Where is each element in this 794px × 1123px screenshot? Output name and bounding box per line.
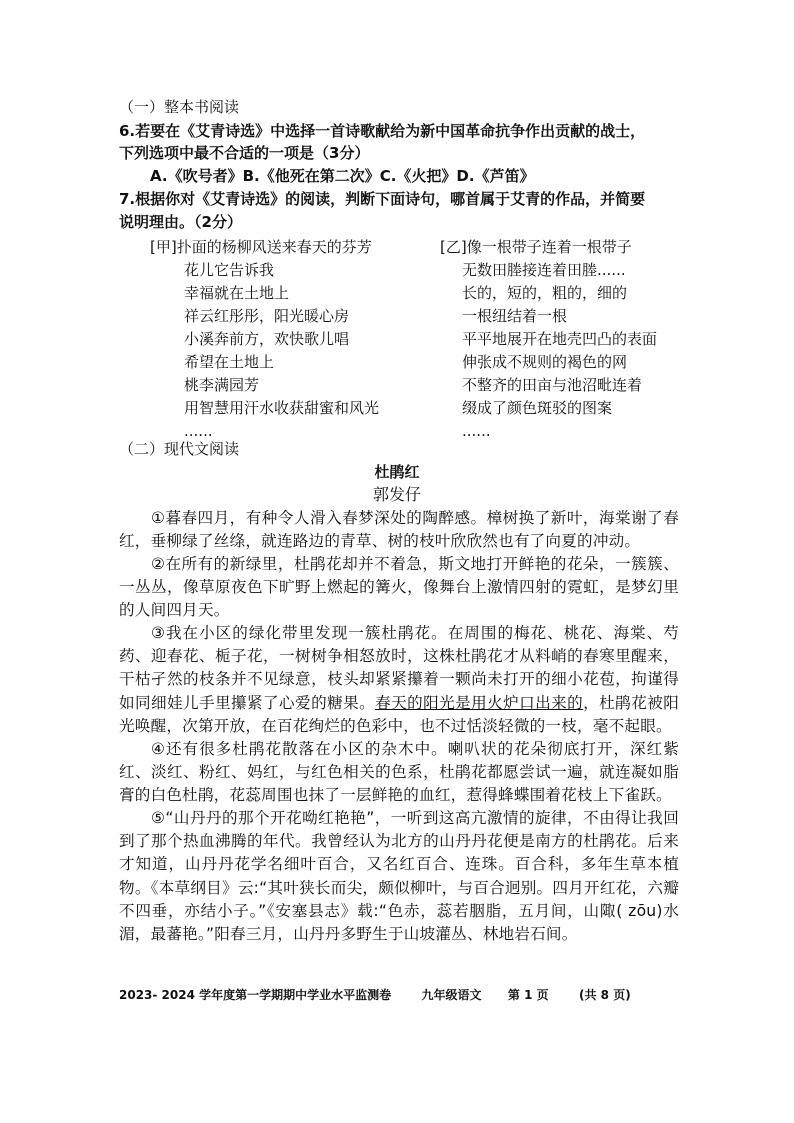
- q7-line1: 7.根据你对《艾青诗选》的阅读，判断下面诗句，哪首属于艾青的作品，并简要: [119, 190, 646, 208]
- poem-jia-line: 小溪奔前方，欢快歌儿唱: [184, 330, 350, 348]
- footer-page-number: 第 1 页: [507, 988, 549, 1002]
- poem-jia-line: 桃李满园芳: [184, 376, 260, 394]
- underlined-sentence: 春天的阳光是用火炉口出来的: [375, 693, 584, 712]
- footer-subject: 九年级语文: [421, 988, 482, 1002]
- page-footer: [119, 986, 631, 1004]
- q6-options: A.《吹号者》B.《他死在第二次》C.《火把》D.《芦笛》: [150, 167, 535, 185]
- poem-yi-line: ......: [462, 422, 491, 440]
- paragraph-4: ④还有很多杜鹃花散落在小区的杂木中。喇叭状的花朵彻底打开，深红紫红、淡红、粉红、妈红，与红色相关的色系，杜鹃花都愿尝试一遍，就连凝如脂膏的白色杜鹃，花蕊周围也抹了一层鲜艳的血红，惹得蜂蝶围着花枝上下雀跃。: [119, 740, 679, 805]
- paragraph-5: ⑤“山丹丹的那个开花呦红艳艳”，一听到这高亢激情的旋律，不由得让我回到了那个热血沸腾的年代。我曾经认为北方的山丹丹花便是南方的杜鹃花。后来才知道，山丹丹花学名细叶百合，又名红百合、连珠。百合科，多年生草本植物。《本草纲目》云:“其叶狭长而尖，颇似柳叶，与百合迥别。四月开红花，六瓣不四垂，亦结小子。”《安塞县志》载:“色赤，蕊若胭脂，五月间，山陬( zōu)水湄，最蕃艳。”阳春三月，山丹丹多野生于山坡灌丛、林地岩石间。: [119, 809, 679, 944]
- paragraph-3: [119, 622, 679, 738]
- paragraph-3-text-a: ③我在小区的绿化带里发现一簇杜鹃花。在周围的梅花、桃花、海棠、芍药、迎春花、栀子花，一树树争相怒放时，这株杜鹃花才从料峭的春寒里醒来，干枯孑然的枝条并不见绿意，枝头却紧紧攥着一颗尚未打开的细小花苞，拘谨得如同细娃儿手里攥紧了心爱的糖果。: [119, 624, 679, 712]
- paragraph-3-text-b: ，杜鹃花被阳光唤醒，次第开放，在百花绚烂的色彩中，也不过恬淡轻微的一枝，毫不起眼。: [119, 693, 679, 735]
- paragraph-1: ①暮春四月，有种令人滑入春梦深处的陶醉感。樟树换了新叶，海棠谢了春红，垂柳绿了丝绦，就连路边的青草、树的枝叶欣欣然也有了向夏的冲动。: [119, 509, 679, 551]
- poem-jia-line: 花儿它告诉我: [184, 261, 275, 279]
- footer-total-pages: (共 8 页): [579, 988, 631, 1002]
- poem-yi-line: 长的，短的，粗的，细的: [462, 284, 628, 302]
- poem-yi-line: 不整齐的田亩与池沼毗连着: [462, 376, 643, 394]
- poem-yi-line: 一根纽结着一根: [462, 307, 568, 325]
- paragraph-2: ②在所有的新绿里，杜鹃花却并不着急，斯文地打开鲜艳的花朵，一簇簇、一丛丛，像草原夜色下旷野上燃起的篝火，像舞台上激情四射的霓虹，是梦幻里的人间四月天。: [119, 555, 679, 620]
- poem-yi-line: 平平地展开在地壳凹凸的表面: [462, 330, 658, 348]
- article-author: 郭发仔: [372, 485, 421, 504]
- q6-line1: 6.若要在《艾青诗选》中选择一首诗歌献给为新中国革命抗争作出贡献的战士，: [119, 122, 646, 140]
- section2-heading: （二）现代文阅读: [119, 440, 240, 458]
- poem-jia-line: ......: [184, 422, 213, 440]
- poem-yi-line: 无数田塍接连着田塍......: [462, 261, 626, 279]
- q7-line2: 说明理由。（2分）: [119, 213, 242, 231]
- article-title: 杜鹃红: [374, 463, 420, 481]
- q6-line2: 下列选项中最不合适的一项是（3分）: [119, 144, 370, 162]
- footer-exam-title: 2023- 2024 学年度第一学期期中学业水平监测卷: [119, 988, 392, 1002]
- poem-jia-line: 用智慧用汗水收获甜蜜和风光: [184, 399, 380, 417]
- poem-jia-line: [甲]扑面的杨柳风送来春天的芬芳: [150, 238, 372, 256]
- poem-jia-line: 希望在土地上: [184, 353, 275, 371]
- poem-yi-line: [乙]像一根带子连着一根带子: [440, 238, 632, 256]
- poem-jia: [150, 236, 379, 443]
- poem-jia-line: 祥云红彤彤，阳光暖心房: [184, 307, 350, 325]
- poem-yi: [440, 236, 657, 443]
- poem-yi-line: 伸张成不规则的褐色的网: [462, 353, 628, 371]
- poem-jia-line: 幸福就在土地上: [184, 284, 290, 302]
- section1-heading: （一）整本书阅读: [119, 98, 240, 116]
- poem-yi-line: 缀成了颜色斑驳的图案: [462, 399, 613, 417]
